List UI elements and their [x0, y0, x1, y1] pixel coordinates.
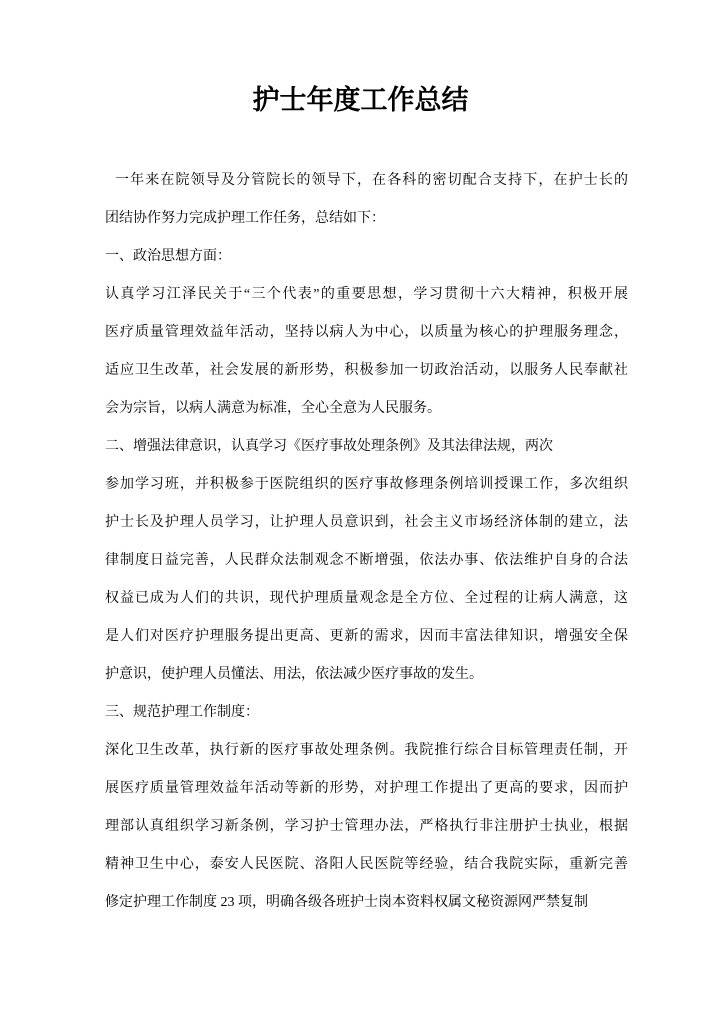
document-title: 护士年度工作总结: [252, 85, 469, 115]
document-line: 权益已成为人们的共识，现代护理质量观念是全方位、全过程的让病人满意，这: [105, 591, 628, 606]
document-line: 是人们对医疗护理服务提出更高、更新的需求，因而丰富法律知识，增强安全保: [105, 629, 628, 644]
document-body: [105, 162, 628, 922]
document-line: 认真学习江泽民关于“三个代表”的重要思想，学习贯彻十六大精神，积极开展: [105, 287, 628, 302]
document-line: 修定护理工作制度 23 项，明确各级各班护士岗本资料权属文秘资源网严禁复制: [105, 895, 588, 910]
document-line: 展医疗质量管理效益年活动等新的形势，对护理工作提出了更高的要求，因而护: [105, 781, 628, 796]
document-line: 一年来在院领导及分管院长的领导下，在各科的密切配合支持下，在护士长的: [115, 173, 628, 188]
document-line: 一、政治思想方面：: [105, 249, 231, 264]
document-line: 参加学习班，并积极参于医院组织的医疗事故修理条例培训授课工作，多次组织: [105, 477, 628, 492]
document-line: 适应卫生改革，社会发展的新形势，积极参加一切政治活动，以服务人民奉献社: [105, 363, 628, 378]
document-line: 护意识，使护理人员懂法、用法，依法减少医疗事故的发生。: [105, 667, 483, 682]
document-line: 医疗质量管理效益年活动，坚持以病人为中心，以质量为核心的护理服务理念，: [105, 325, 628, 340]
document-line: 团结协作努力完成护理工作任务，总结如下：: [105, 211, 385, 226]
document-line: 深化卫生改革，执行新的医疗事故处理条例。我院推行综合目标管理责任制，开: [105, 743, 628, 758]
document-line: 三、规范护理工作制度：: [105, 705, 259, 720]
document-line: 理部认真组织学习新条例，学习护士管理办法，严格执行非注册护士执业，根据: [105, 819, 628, 834]
document-line: 会为宗旨，以病人满意为标准，全心全意为人民服务。: [105, 401, 441, 416]
document-line: 二、增强法律意识，认真学习《医疗事故处理条例》及其法律法规，两次: [105, 439, 553, 454]
document-line: 律制度日益完善，人民群众法制观念不断增强，依法办事、依法维护自身的合法: [105, 553, 628, 568]
document-line: 精神卫生中心，泰安人民医院、洛阳人民医院等经验，结合我院实际，重新完善: [105, 857, 628, 872]
document-line: 护士长及护理人员学习，让护理人员意识到，社会主义市场经济体制的建立，法: [105, 515, 628, 530]
